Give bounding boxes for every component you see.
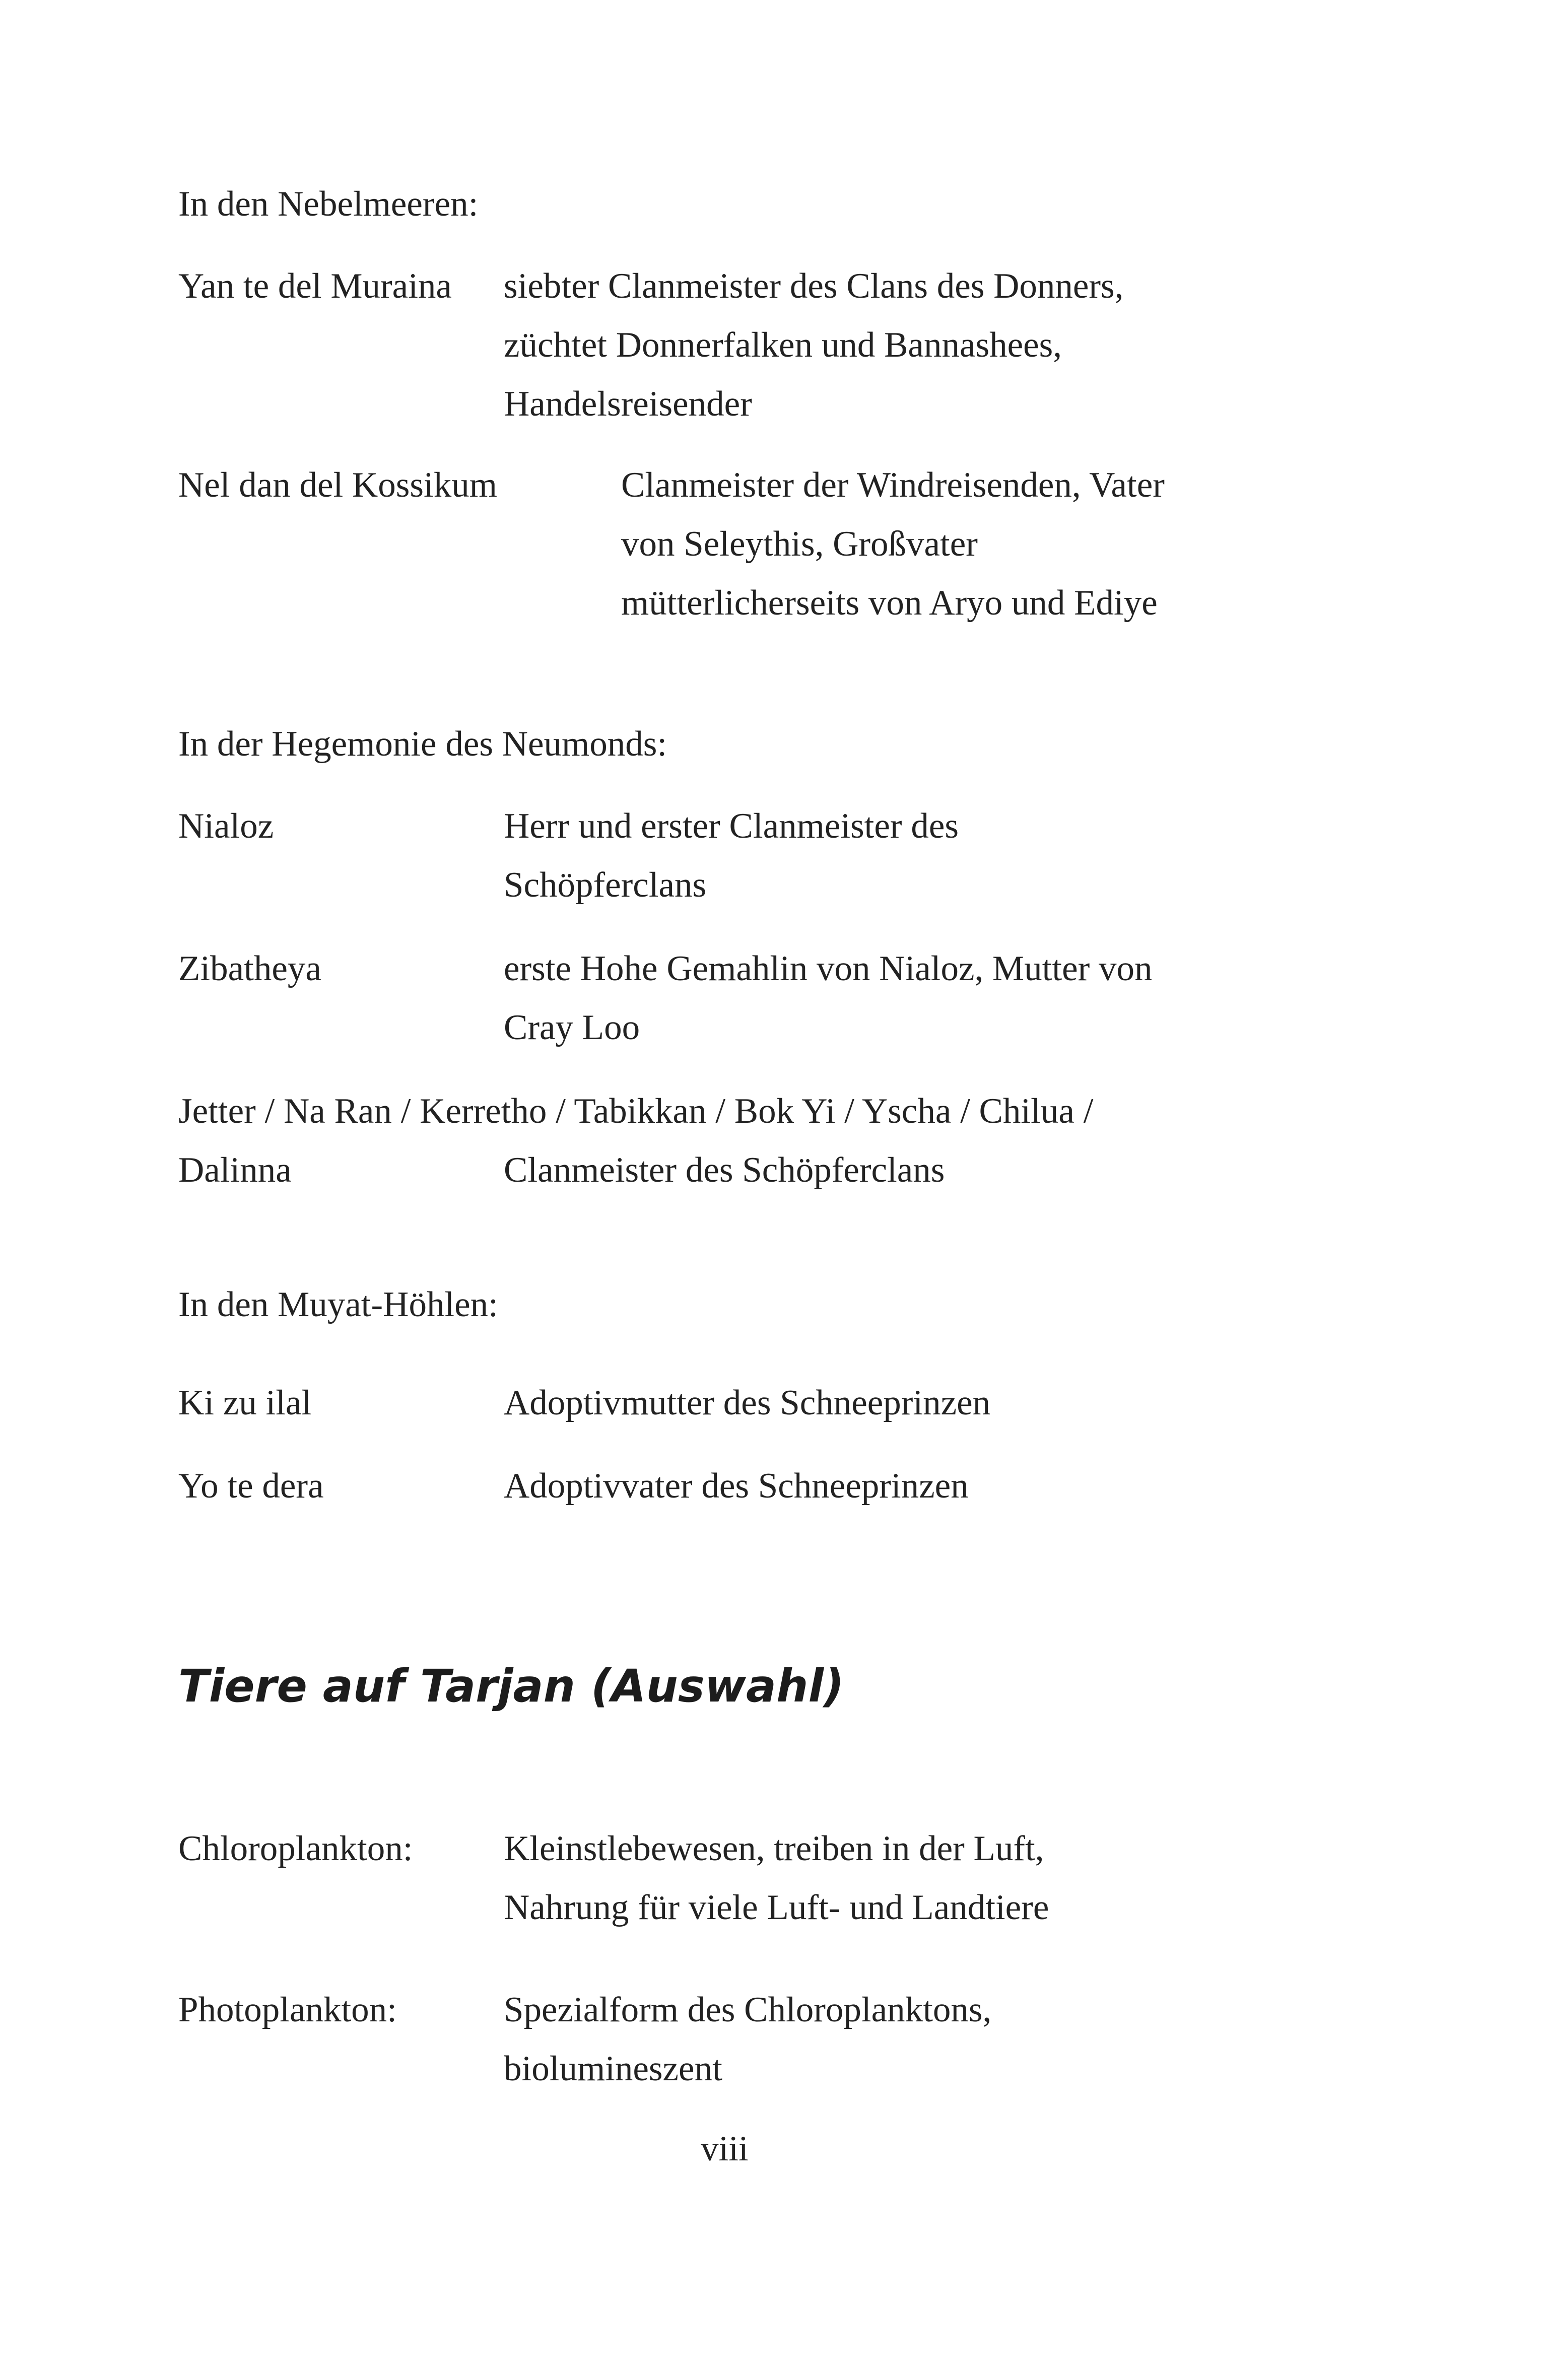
entry-name: Nel dan del Kossikum [178, 465, 498, 505]
entry-name: Yan te del Muraina [178, 266, 452, 306]
entry-description: Clanmeister des Schöpferclans [504, 1150, 945, 1190]
entry-description: Clanmeister der Windreisenden, Vater [621, 465, 1165, 505]
entry-description: Schöpferclans [504, 865, 707, 905]
entry-description: biolumineszent [504, 2049, 722, 2088]
entry-description: Adoptivmutter des Schneeprinzen [504, 1383, 991, 1422]
section-heading-hegemonie: In der Hegemonie des Neumonds: [178, 724, 667, 764]
entry-name: Photoplankton: [178, 1990, 397, 2029]
entry-name: Jetter / Na Ran / Kerretho / Tabikkan / Bok Yi / Yscha / Chilua / [178, 1092, 1094, 1131]
entry-description: Spezialform des Chloroplanktons, [504, 1990, 992, 2029]
entry-description: von Seleythis, Großvater [621, 524, 978, 564]
entry-name: Nialoz [178, 806, 274, 846]
entry-description: Handelsreisender [504, 384, 752, 424]
entry-description: Kleinstlebewesen, treiben in der Luft, [504, 1829, 1044, 1868]
section-heading-tiere: Tiere auf Tarjan (Auswahl) [178, 1660, 844, 1712]
entry-name: Chloroplankton: [178, 1829, 413, 1868]
entry-description: Adoptivvater des Schneeprinzen [504, 1466, 969, 1506]
entry-description: Cray Loo [504, 1008, 640, 1047]
entry-name: Yo te dera [178, 1466, 324, 1506]
entry-name: Dalinna [178, 1150, 292, 1190]
entry-name: Zibatheya [178, 949, 321, 988]
entry-description: erste Hohe Gemahlin von Nialoz, Mutter von [504, 949, 1153, 988]
entry-description: siebter Clanmeister des Clans des Donners, [504, 266, 1124, 306]
entry-description: mütterlicherseits von Aryo und Ediye [621, 583, 1158, 623]
entry-description: züchtet Donnerfalken und Bannashees, [504, 325, 1062, 365]
entry-description: Herr und erster Clanmeister des [504, 806, 959, 846]
entry-name: Ki zu ilal [178, 1383, 312, 1422]
page-number: viii [701, 2129, 749, 2168]
section-heading-muyat: In den Muyat-Höhlen: [178, 1285, 498, 1324]
entry-description: Nahrung für viele Luft- und Landtiere [504, 1888, 1049, 1927]
section-heading-nebelmeere: In den Nebelmeeren: [178, 184, 479, 224]
